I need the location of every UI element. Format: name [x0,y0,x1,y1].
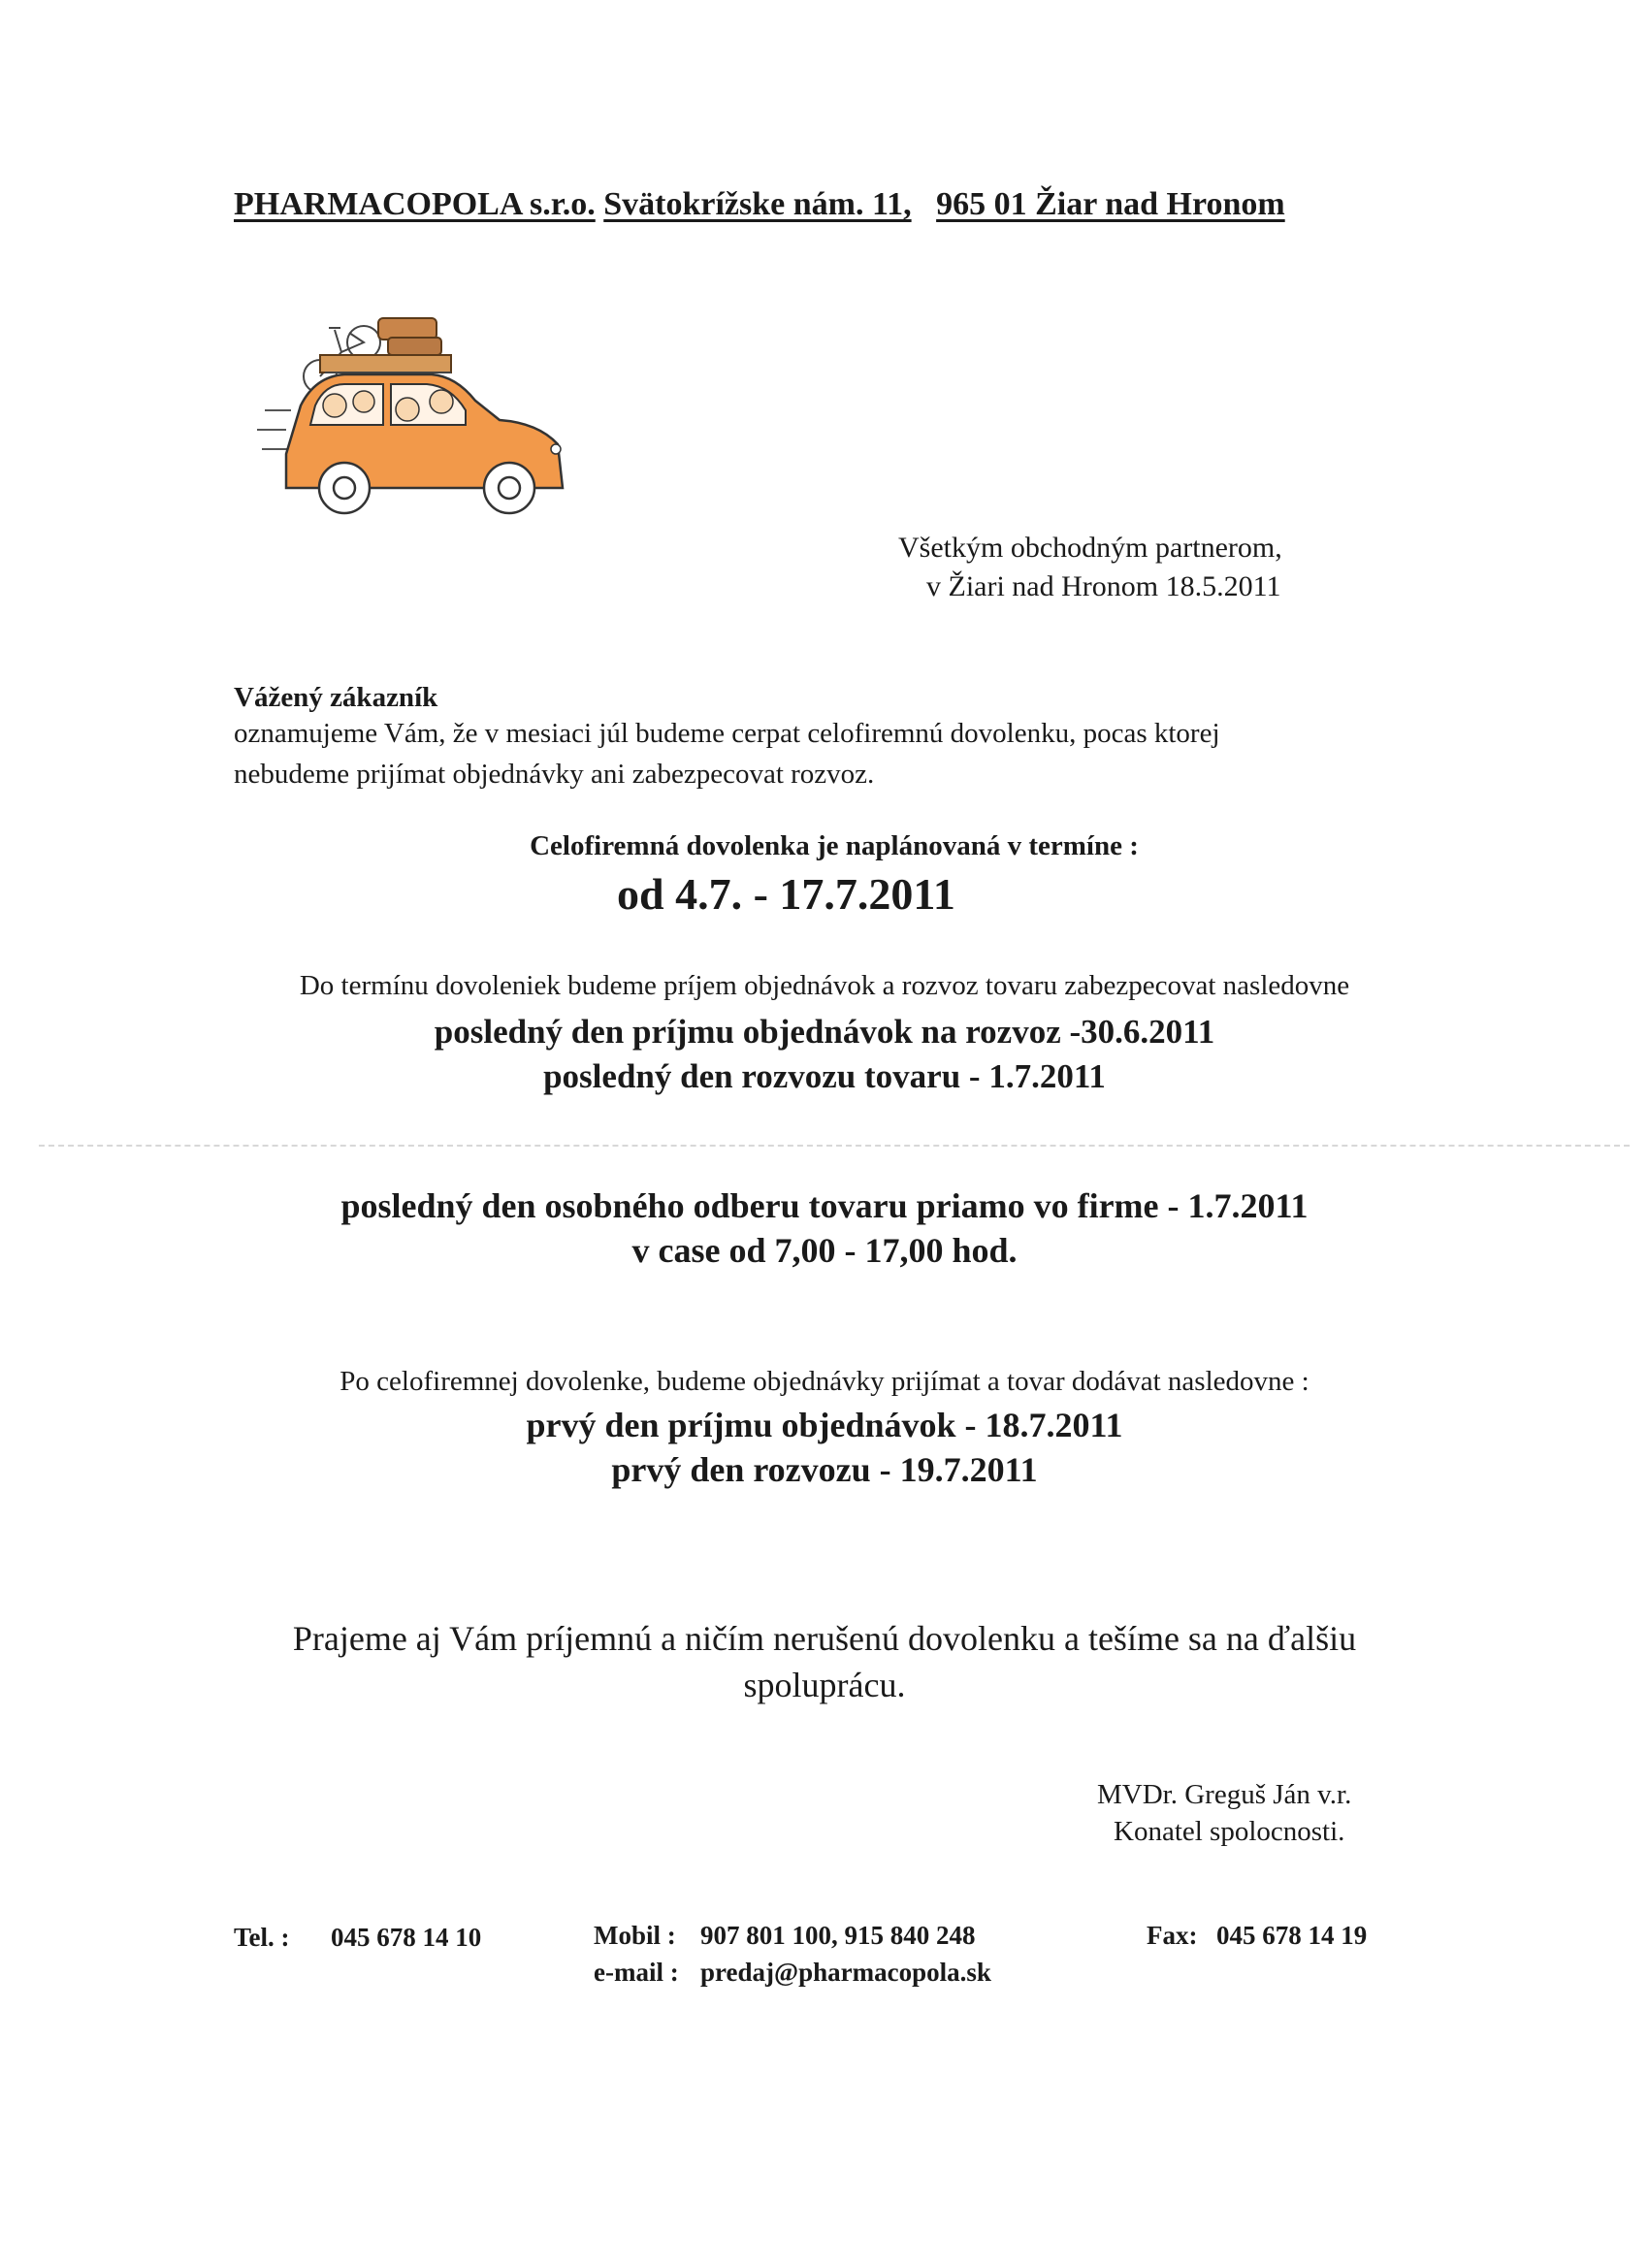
car-illustration [247,308,587,532]
closing-line-1: Prajeme aj Vám príjemnú a ničím nerušenú dovolenku a tešíme sa na ďalšiu [292,1619,1357,1658]
vacation-label: Celofiremná dovolenka je naplánovaná v termíne : [530,830,1139,861]
fold-line [39,1145,1630,1147]
email-address: predaj@pharmacopola.sk [700,1958,991,1987]
company-name: PHARMACOPOLA s.r.o. [234,186,596,222]
last-delivery-day: posledný den rozvozu tovaru - 1.7.2011 [543,1057,1106,1095]
fax-label: Fax: [1147,1921,1198,1950]
intro-line-1: oznamujeme Vám, že v mesiaci júl budeme cerpat celofiremnú dovolenku, pocas ktorej [234,718,1220,749]
first-order-day: prvý den príjmu objednávok - 18.7.2011 [526,1406,1123,1444]
fax-number: 045 678 14 19 [1216,1921,1368,1950]
closing-line-2: spoluprácu. [743,1666,906,1704]
greeting: Vážený zákazník [234,682,438,713]
signature-title: Konatel spolocnosti. [1114,1816,1345,1847]
before-intro: Do termínu dovoleniek budeme príjem objednávok a rozvoz tovaru zabezpecovat nasledovne [299,970,1350,1001]
after-intro: Po celofiremnej dovolenke, budeme objednávky prijímat a tovar dodávat nasledovne : [340,1366,1310,1397]
pickup-hours: v case od 7,00 - 17,00 hod. [631,1231,1018,1270]
signature-name: MVDr. Greguš Ján v.r. [1097,1779,1352,1810]
company-header [234,186,1285,223]
intro-line-2: nebudeme prijímat objednávky ani zabezpecovat rozvoz. [234,759,875,790]
mobil-label: Mobil : [594,1921,676,1950]
company-address: Svätokrížske nám. 11, [603,186,912,222]
mobil-number: 907 801 100, 915 840 248 [700,1921,976,1950]
last-pickup-day: posledný den osobného odberu tovaru priamo vo firme - 1.7.2011 [340,1186,1309,1225]
last-order-day: posledný den príjmu objednávok na rozvoz -30.6.2011 [434,1013,1215,1051]
vacation-dates: od 4.7. - 17.7.2011 [617,869,955,919]
email-label: e-mail : [594,1958,679,1987]
place-date-line: v Žiari nad Hronom 18.5.2011 [926,570,1281,602]
company-city: 965 01 Žiar nad Hronom [936,186,1285,222]
first-delivery-day: prvý den rozvozu - 19.7.2011 [611,1450,1038,1489]
recipient-line: Všetkým obchodným partnerom, [898,532,1282,564]
tel-number: 045 678 14 10 [331,1923,482,1952]
tel-label: Tel. : [234,1923,290,1952]
